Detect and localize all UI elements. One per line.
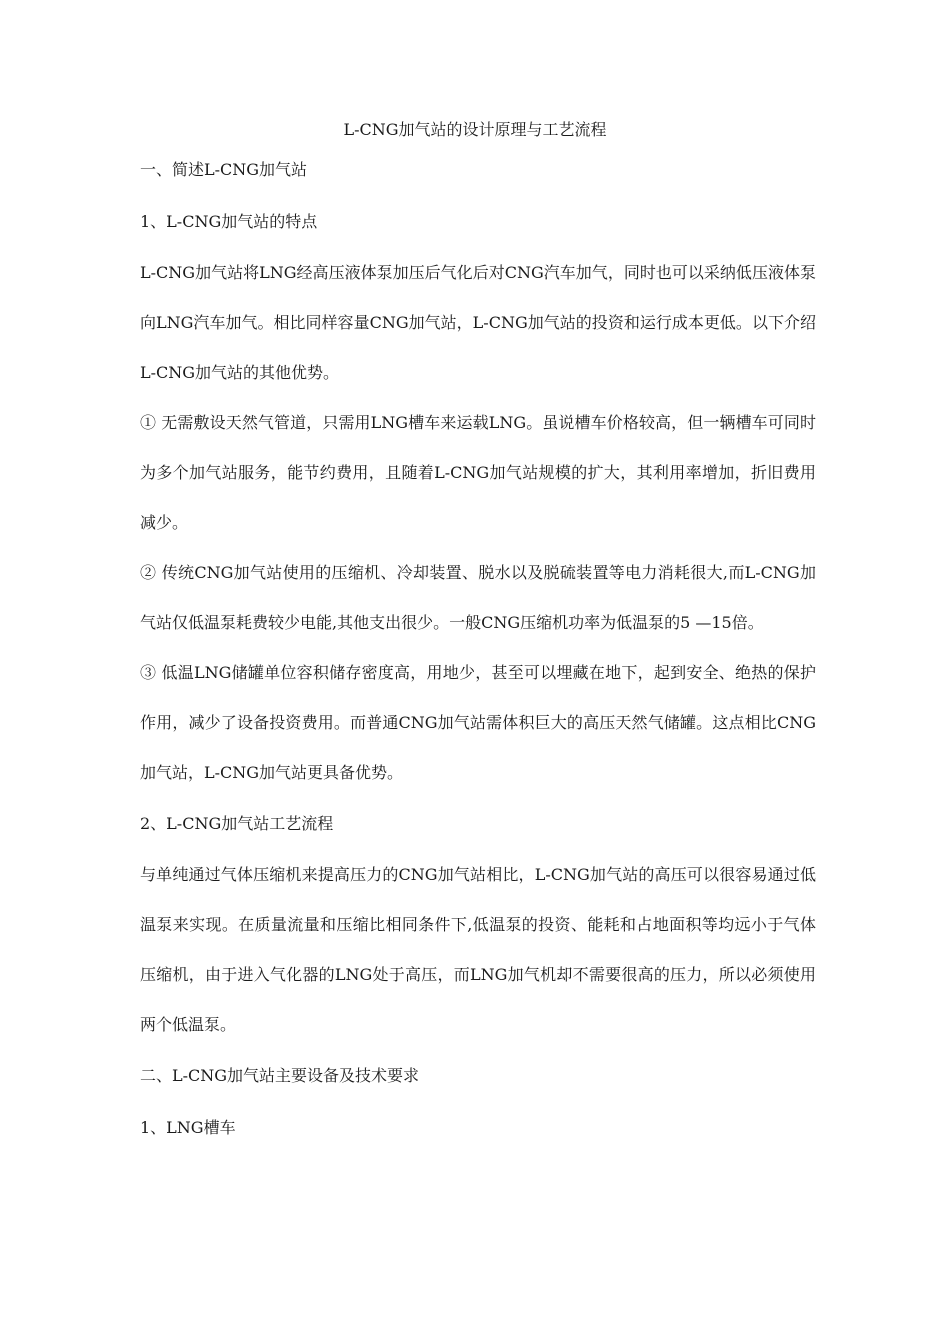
features-intro-paragraph: L-CNG加气站将LNG经高压液体泵加压后气化后对CNG汽车加气，同时也可以采纳低压液体泵向LNG汽车加气。相比同样容量CNG加气站，L-CNG加气站的投资和运行成本更低。以下介绍L-CNG加气站的其他优势。	[140, 263, 816, 382]
process-flow-paragraph: 与单纯通过气体压缩机来提高压力的CNG加气站相比，L-CNG加气站的高压可以很容易通过低温泵来实现。在质量流量和压缩比相同条件下,低温泵的投资、能耗和占地面积等均远小于气体压缩机，由于进入气化器的LNG处于高压，而LNG加气机却不需要很高的压力，所以必须使用两个低温泵。	[140, 865, 816, 1034]
advantage-1-paragraph: ① 无需敷设天然气管道，只需用LNG槽车来运载LNG。虽说槽车价格较高，但一辆槽车可同时为多个加气站服务，能节约费用，且随着L-CNG加气站规模的扩大，其利用率增加，折旧费用减少。	[140, 413, 816, 532]
subsection-1-heading: 1、L-CNG加气站的特点	[140, 212, 318, 231]
section-1-heading: 一、简述L-CNG加气站	[140, 160, 308, 179]
advantage-3-paragraph: ③ 低温LNG储罐单位容积储存密度高，用地少，甚至可以埋藏在地下，起到安全、绝热的保护作用，减少了设备投资费用。而普通CNG加气站需体积巨大的高压天然气储罐。这点相比CNG加气站，L-CNG加气站更具备优势。	[140, 663, 816, 782]
document-title: L-CNG加气站的设计原理与工艺流程	[343, 120, 607, 139]
document-body	[140, 152, 816, 1162]
subsection-3-heading: 1、LNG槽车	[140, 1118, 236, 1137]
advantage-2-paragraph: ② 传统CNG加气站使用的压缩机、冷却装置、脱水以及脱硫装置等电力消耗很大,而L-CNG加气站仅低温泵耗费较少电能,其他支出很少。一般CNG压缩机功率为低温泵的5 —15倍。	[140, 563, 816, 632]
section-2-heading: 二、L-CNG加气站主要设备及技术要求	[140, 1066, 420, 1085]
subsection-2-heading: 2、L-CNG加气站工艺流程	[140, 814, 334, 833]
